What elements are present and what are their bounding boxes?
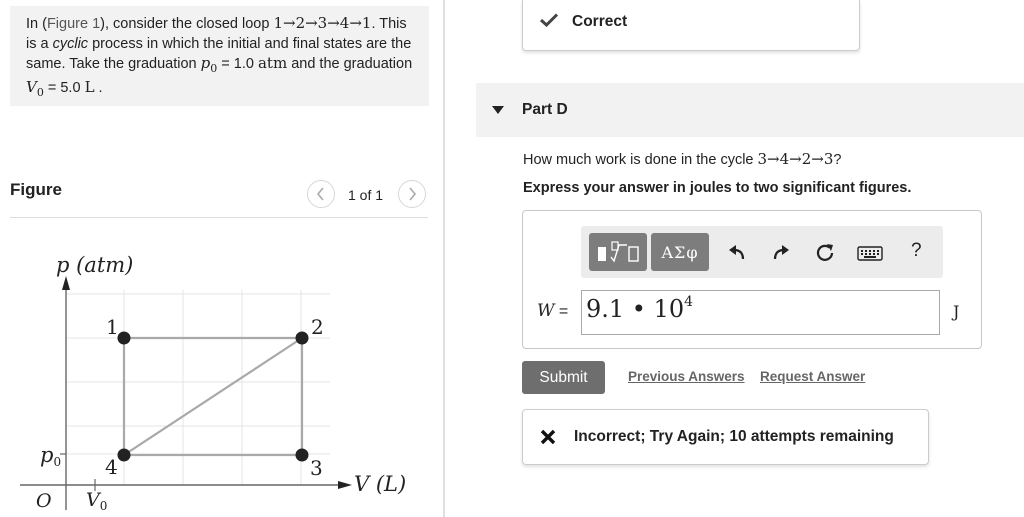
state-point-3	[296, 449, 309, 462]
figure-next-button[interactable]	[398, 180, 426, 208]
answer-panel	[522, 210, 982, 349]
math-toolbar	[581, 226, 943, 278]
figure-counter: 1 of 1	[348, 187, 384, 203]
problem-statement: In (Figure 1), consider the closed loop 1→2→3→4→1. This is a cyclic process in which the initial and final states are the same. Take the graduation $p_0 = 1.0$ atm and the graduation $V_0 = 5.0$ L .	[10, 6, 429, 106]
v0-axis-label: $V_0$	[86, 489, 108, 513]
loop-sequence: 1→2→3→4→1	[273, 14, 372, 32]
point-label-4: 4	[105, 455, 118, 479]
point-label-3: 3	[310, 456, 323, 480]
x-axis-arrow	[338, 481, 352, 489]
panel-divider	[443, 0, 445, 517]
y-axis-label: p (atm)	[56, 253, 134, 277]
answer-variable: W =	[537, 301, 569, 321]
figure-prev-button[interactable]	[307, 180, 335, 208]
point-label-2: 2	[311, 315, 324, 339]
figure-link[interactable]: Figure 1	[46, 16, 101, 32]
greek-symbols-button[interactable]: ΑΣφ	[651, 233, 709, 271]
state-point-2	[296, 332, 309, 345]
chevron-right-icon	[407, 187, 417, 201]
previous-answers-link[interactable]: Previous Answers	[628, 369, 745, 384]
cycle-path	[124, 338, 302, 455]
state-point-4	[118, 449, 131, 462]
cycle-sequence: 3→4→2→3	[757, 150, 834, 168]
feedback-text: Incorrect; Try Again; 10 attempts remaining	[574, 428, 894, 445]
answer-input[interactable]: 9.1 • $10^4$	[581, 290, 940, 335]
p0-axis-label: p0	[40, 443, 62, 469]
answer-unit: J	[953, 302, 960, 321]
status-correct-label: Correct	[572, 13, 628, 30]
origin-label: O	[36, 490, 52, 512]
part-title: Part D	[522, 101, 568, 118]
pv-diagram	[0, 240, 430, 517]
figure-divider	[10, 217, 428, 218]
previous-part-status	[522, 0, 860, 51]
part-d-header[interactable]	[476, 83, 1024, 137]
templates-button[interactable]	[589, 233, 647, 271]
templates-icon	[589, 233, 647, 271]
state-point-1	[118, 332, 131, 345]
answer-instruction: Express your answer in joules to two significant figures.	[523, 180, 912, 196]
x-mark-icon	[540, 429, 556, 445]
y-axis-arrow	[62, 276, 70, 290]
reset-icon[interactable]	[814, 242, 836, 264]
undo-icon[interactable]	[727, 242, 749, 264]
redo-icon[interactable]	[769, 242, 791, 264]
submit-button[interactable]: Submit	[522, 361, 605, 394]
figure-title: Figure	[10, 180, 62, 199]
help-button[interactable]: ?	[911, 240, 922, 261]
chevron-left-icon	[316, 187, 326, 201]
keyboard-icon[interactable]	[857, 242, 883, 264]
check-icon	[540, 13, 558, 27]
feedback-message	[522, 409, 929, 465]
request-answer-link[interactable]: Request Answer	[760, 369, 866, 384]
x-axis-label: V (L)	[354, 472, 407, 496]
question-text: How much work is done in the cycle 3→4→2→3?	[523, 150, 842, 168]
point-label-1: 1	[106, 315, 119, 339]
caret-down-icon	[492, 106, 504, 114]
